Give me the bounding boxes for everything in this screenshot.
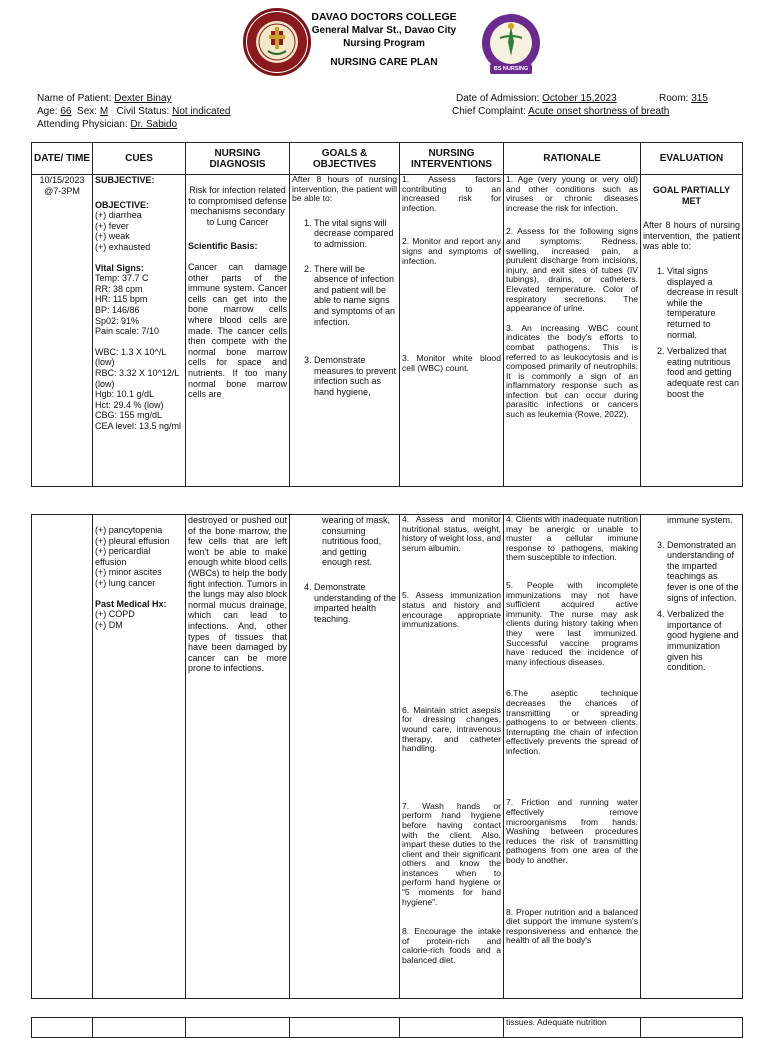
lab-result: CEA level: 13.5 ng/ml [95,420,182,431]
admission-date: October 15,2023 [542,93,617,104]
col-interventions-header: NURSING INTERVENTIONS [400,143,504,175]
intervention-item: 2. Monitor and report any signs and symptoms of infection. [402,236,501,266]
rationale-item: 5. People with incomplete immunizations may not have sufficient acquired active immunity. The nurse may ask clients during history taking when they were last immunized. Successful vaccine programs have reduced the incidence of many infectious diseases. [506,579,638,667]
evaluation-status: GOAL PARTIALLY MET [652,185,731,206]
objective-item: (+) fever [95,220,129,231]
pmh-item: (+) DM [95,619,123,630]
col-goals-header: GOALS & OBJECTIVES [290,143,400,175]
col-rationale-header: RATIONALE [504,143,641,175]
evaluation-item: 4. Verbalized the importance of good hygiene and immunization given his condition. [667,609,740,673]
goals-cell [290,175,400,487]
vital-sign: Sp02: 91% [95,315,140,326]
scientific-basis-label: Scientific Basis: [188,241,258,252]
chief-complaint: Acute onset shortness of breath [528,106,670,117]
plan-row [32,175,743,487]
program-name: Nursing Program [343,38,425,49]
goals-list-continued [292,582,397,624]
intervention-item: 8. Encourage the intake of protein-rich and calorie-rich foods and a balanced diet. [402,926,501,966]
scientific-basis-text: Cancer can damage other parts of the immune system. Cancer cells can get into the bone marrow cells where blood cells are made. The cancer cells then compete with the normal bone marrow cells for space and nutrients. If too many normal bone marrow cells are [188,261,287,400]
rationale-item: 7. Friction and running water effectively remove microorganisms from hands. Washing between procedures reduces the risk of transmitting pathogens from one area of the body to another. [506,797,638,866]
room-line: Room: 315 [659,93,708,104]
past-medical-history-label: Past Medical Hx: [95,598,167,609]
vital-sign: RR: 38 cpm [95,283,143,294]
vital-sign: Pain scale: 7/10 [95,326,160,337]
col-cues-header: CUES [93,143,186,175]
objective-label: OBJECTIVE: [95,199,150,210]
evaluation-cell [641,175,743,487]
subjective-label: SUBJECTIVE: [95,175,155,185]
rationale-cell-continued [504,515,641,999]
care-plan-table-page3 [31,1017,743,1038]
cues-cell [93,175,186,487]
objective-item: (+) diarrhea [95,210,142,221]
evaluation-item: 1. Vital signs displayed a decrease in result while the temperature returned to normal. [667,266,740,340]
document-title: NURSING CARE PLAN [330,57,438,68]
care-plan-table-page2 [31,514,743,999]
scientific-basis-continued: destroyed or pushed out of the bone marrow, the few cells that are left won't be able to make enough white blood cells (WBCs) to help the body fight infection. Tumors in the lungs may also block normal mucus drainage, which can lead to infections. And, other types of tissues that have been damaged by cancer can be more prone to infections. [186,515,290,999]
evaluation-intro: After 8 hours of nursing intervention, the patient was able to: [643,220,740,252]
rationale-item: 4. Clients with inadequate nutrition may be anergic or unable to muster a cellular immune response to pathogens, making them susceptible to infection. [506,514,638,563]
lab-result: CBG: 155 mg/dL [95,410,163,421]
evaluation-cell-continued [641,515,743,999]
plan-row-page3 [32,1018,743,1038]
rationale-item: 8. Proper nutrition and a balanced diet support the immune system's responsiveness and enhance the health of all the body's [506,906,638,946]
intervention-item: 3. Monitor white blood cell (WBC) count. [402,353,501,373]
rationale-continuation-page3: tissues. Adequate nutrition [504,1018,641,1038]
date-cell: 10/15/2023 @7-3PM [32,175,93,487]
vital-sign: Temp: 37.7 C [95,273,149,284]
college-name: DAVAO DOCTORS COLLEGE [311,11,457,23]
cue-item: (+) minor ascites [95,567,162,578]
objective-item: (+) weak [95,231,130,242]
goals-list [292,218,397,398]
lab-result: RBC: 3.32 X 10^12/L (low) [95,367,179,389]
pmh-item: (+) COPD [95,609,135,620]
care-plan-table-page1 [31,142,743,487]
evaluation-list [643,266,740,399]
intervention-item: 6. Maintain strict asepsis for dressing changes, wound care, intravenous therapy, and catheter handling. [402,704,501,754]
attending-physician: Dr. Sabido [130,119,178,130]
college-seal-right [478,12,544,78]
evaluation-item: 3. Demonstrated an understanding of the imparted teachings as fever is one of the signs of infection. [667,540,740,604]
cue-item: (+) pancytopenia [95,525,163,535]
admission-line: Date of Admission: October 15,2023 [456,93,617,104]
lab-result: Hgb: 10.1 g/dL [95,389,155,400]
patient-age: 66 [60,106,72,117]
lab-result: Hct: 29.4 % (low) [95,399,164,410]
rationale-cell [504,175,641,487]
patient-name-line: Name of Patient: Dexter Binay [37,93,172,104]
goal-item: 4. Demonstrate understanding of the imparted health teaching. [314,582,397,624]
goal-item: 1. The vital signs will decrease compared to admission. [314,218,397,250]
evaluation-continuation: immune system. [667,515,733,525]
vital-sign: BP: 146/86 [95,304,140,315]
date-cell-continued [32,515,93,999]
rationale-item: 1. Age (very young or very old) and other conditions such as viruses or chronic diseases increase the risk for infection. [506,174,638,213]
cue-item: (+) lung cancer [95,577,156,588]
college-address: General Malvar St., Davao City [311,25,457,36]
patient-civil-status: Not indicated [172,106,231,117]
intervention-item: 5. Assess immunization status and history and encourage appropriate immunizations. [402,590,501,630]
cue-item: (+) pericardial effusion [95,546,151,567]
col-date-header: DATE/ TIME [32,143,93,175]
evaluation-item: 2. Verbalized that eating nutritious food and getting adequate rest can boost the [667,346,740,399]
header-row [32,143,743,175]
nursing-diagnosis: Risk for infection related to compromised defense mechanisms secondary to Lung Cancer [188,185,287,227]
intervention-item: 7. Wash hands or perform hand hygiene before having contact with the client. Also, impart these duties to the client and their significant others and know the instances when to perform hand hygiene or “5 moments for hand hygiene”. [402,800,501,907]
patient-demographics-line: Age: 66 Sex: M Civil Status: Not indicated [37,106,231,117]
complaint-line: Chief Complaint: Acute onset shortness of breath [452,106,670,117]
interventions-cell [400,175,504,487]
physician-line: Attending Physician: Dr. Sabido [37,119,178,130]
rationale-item: 6.The aseptic technique decreases the chances of transmitting or spreading pathogens to or between clients. Interrupting the chain of infection effectively prevents the spread of infection. [506,688,638,756]
goal-item: 2. There will be absence of infection and patient will be able to name signs and symptoms of an infection. [314,264,397,328]
goal-item: 3. Demonstrate measures to prevent infection such as hand hygiene, [314,355,397,397]
intervention-item: 4. Assess and monitor nutritional status, weight, history of weight loss, and serum albumin. [402,514,501,553]
plan-row-continued [32,515,743,999]
lab-result: WBC: 1.3 X 10^/L (low) [95,346,166,368]
cue-item: (+) pleural effusion [95,535,170,546]
col-evaluation-header: EVALUATION [641,143,743,175]
evaluation-list-continued [643,540,740,673]
vital-signs-label: Vital Signs: [95,262,144,273]
rationale-item: 3. An increasing WBC count indicates the body's efforts to combat pathogens. This is referred to as leukocytosis and is composed primarily of neutrophils. It is commonly a sign of an inflammatory response such as infection but can occur during parasitic infections or cancers such as leukemia (Rowe, 2022). [506,322,638,420]
objective-item: (+) exhausted [95,241,151,252]
room-number: 315 [691,93,708,104]
patient-sex: M [99,106,109,117]
goals-cell-continued [290,515,400,999]
goal-continuation: wearing of mask, consuming nutritious food, and getting enough rest. [322,515,391,568]
vital-sign: HR: 115 bpm [95,294,148,305]
intervention-item: 1. Assess factors contributing to an increased risk for infection. [402,174,501,213]
seal-banner-text: BS NURSING [493,66,529,72]
cues-cell-continued [93,515,186,999]
interventions-cell-continued [400,515,504,999]
rationale-item: 2. Assess for the following signs and symptoms: Redness, swelling, increased pain, a purulent discharge from incisions, injury, and exit sites of tubes (IV tubings), drains, or catheters. Elevated temperature. Color of respiratory secretions. The appearance of urine. [506,226,638,314]
goals-intro: After 8 hours of nursing intervention, the patient will be able to: [292,174,397,204]
diagnosis-cell [186,175,290,487]
patient-name: Dexter Binay [114,93,172,104]
col-diagnosis-header: NURSING DIAGNOSIS [186,143,290,175]
